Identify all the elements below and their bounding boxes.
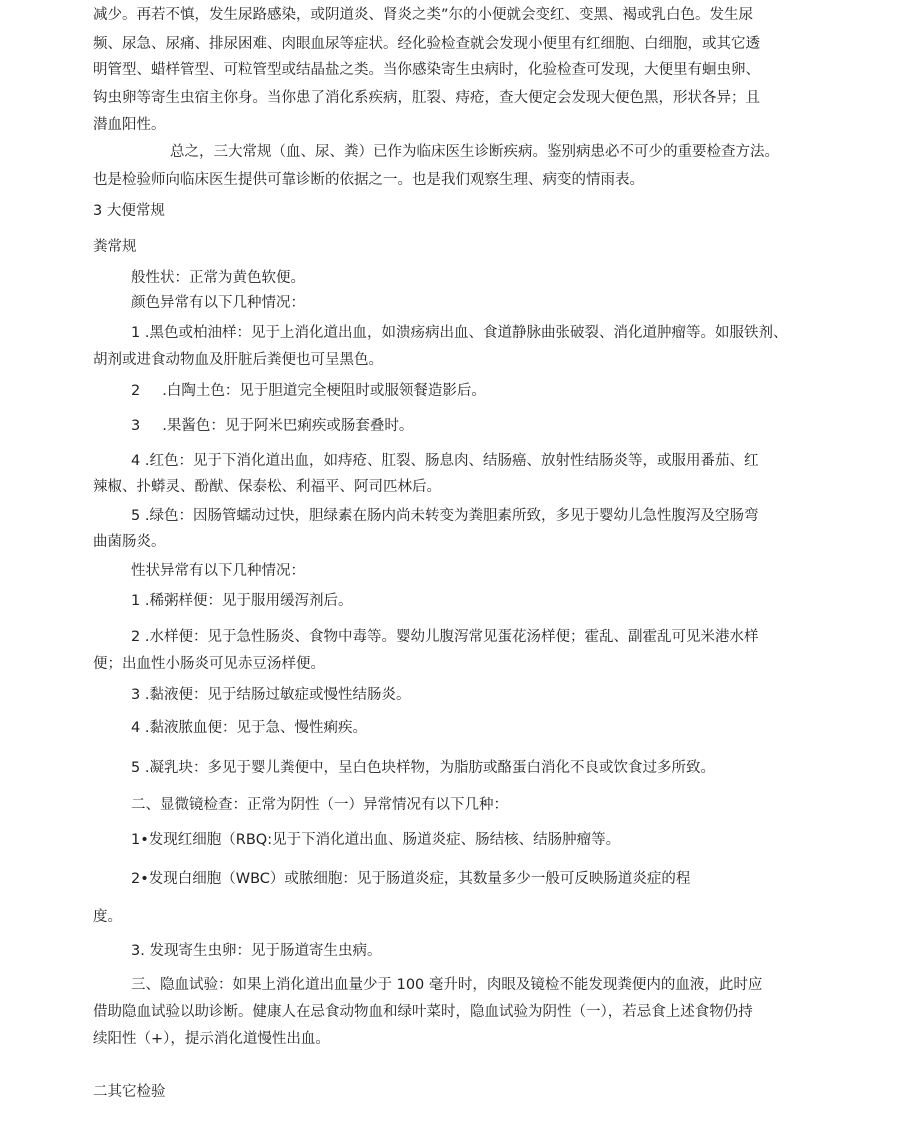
paragraph-line: 续阳性（+），提示消化道慢性出血。 [93, 1031, 330, 1047]
list-item-continuation: 胡剂或进食动物血及肝脏后粪便也可呈黑色。 [93, 352, 383, 368]
subsection-heading: 粪常规 [93, 239, 137, 255]
list-item: 1 .稀粥样便：见于服用缓泻剂后。 [131, 593, 353, 609]
paragraph-line: 三、隐血试验：如果上消化道出血量少于 100 毫升时，肉眼及镜检不能发现粪便内的血液，此时应 [131, 977, 763, 993]
list-item: 4 .黏液脓血便：见于急、慢性痢疾。 [131, 720, 367, 736]
list-item: 5 .凝乳块：多见于婴儿粪便中，呈白色块样物，为脂肪或酪蛋白消化不良或饮食过多所致。 [131, 760, 715, 776]
list-item [131, 381, 486, 401]
paragraph-line: 颜色异常有以下几种情况： [131, 295, 305, 311]
list-item: 3. 发现寄生虫卵：见于肠道寄生虫病。 [131, 943, 382, 959]
list-item-text: .白陶土色：见于胆道完全梗阻时或服领餐造影后。 [162, 383, 486, 399]
paragraph-line: 借助隐血试验以助诊断。健康人在忌食动物血和绿叶菜时，隐血试验为阴性（一），若忌食上述食物仍持 [93, 1004, 753, 1020]
list-item [131, 416, 413, 436]
paragraph-line: 般性状：正常为黄色软便。 [131, 270, 305, 286]
paragraph-line: 减少。再若不慎，发生尿路感染，或阴道炎、肾炎之类”尔的小便就会变红、变黑、褐或乳白色。发生尿 [93, 7, 754, 23]
list-item: 1•发现红细胞（RBQ:见于下消化道出血、肠道炎症、肠结核、结肠肿瘤等。 [131, 832, 621, 848]
paragraph-line: 频、尿急、尿痛、排尿困难、肉眼血尿等症状。经化验检查就会发现小便里有红细胞、白细胞，或其它透 [93, 36, 760, 52]
list-number: 3 [131, 418, 141, 434]
list-item-continuation: 辣椒、扑蟒灵、酚猷、保泰松、利福平、阿司匹林后。 [93, 479, 441, 495]
paragraph-line: 二、显微镜检查：正常为阴性（一）异常情况有以下几种： [131, 797, 508, 813]
section-heading: 二其它检验 [93, 1084, 166, 1100]
list-item: 5 .绿色：因肠管蠕动过快，胆绿素在肠内尚未转变为粪胆素所致，多见于婴幼儿急性腹泻及空肠弯 [131, 508, 759, 524]
list-item-continuation: 便；出血性小肠炎可见赤豆汤样便。 [93, 656, 325, 672]
paragraph-line: 性状异常有以下几种情况： [131, 563, 305, 579]
list-item: 3 .黏液便：见于结肠过敏症或慢性结肠炎。 [131, 687, 411, 703]
section-heading: 3 大便常规 [93, 203, 165, 219]
list-item-text: .果酱色：见于阿米巴痢疾或肠套叠时。 [162, 418, 414, 434]
list-item: 2•发现白细胞（WBC）或脓细胞：见于肠道炎症，其数量多少一般可反映肠道炎症的程 [131, 871, 691, 887]
list-item: 1 .黑色或柏油样：见于上消化道出血，如溃疡病出血、食道静脉曲张破裂、消化道肿瘤等。如服铁剂、 [131, 325, 788, 341]
paragraph-line: 钩虫卵等寄生虫宿主你身。当你患了消化系疾病，肛裂、痔疮，查大便定会发现大便色黑，形状各异；且 [93, 90, 760, 106]
list-item: 4 .红色：见于下消化道出血，如痔疮、肛裂、肠息肉、结肠癌、放射性结肠炎等，或服用番茄、红 [131, 453, 759, 469]
paragraph-line: 潜血阳性。 [93, 117, 166, 133]
list-number: 2 [131, 383, 141, 399]
list-item: 2 .水样便：见于急性肠炎、食物中毒等。婴幼儿腹泻常见蛋花汤样便；霍乱、副霍乱可见米港水样 [131, 629, 759, 645]
list-item-continuation: 度。 [93, 909, 122, 925]
paragraph-line: 也是检验师向临床医生提供可靠诊断的依据之一。也是我们观察生理、病变的情雨表。 [93, 172, 644, 188]
paragraph-line: 明管型、蜡样管型、可粒管型或结晶盐之类。当你感染寄生虫病时，化验检查可发现，大便里有蛔虫卵、 [93, 62, 760, 78]
list-item-continuation: 曲菌肠炎。 [93, 534, 166, 550]
paragraph-line: 总之，三大常规（血、尿、粪）已作为临床医生诊断疾病。鉴别病患必不可少的重要检查方法。 [170, 144, 779, 160]
